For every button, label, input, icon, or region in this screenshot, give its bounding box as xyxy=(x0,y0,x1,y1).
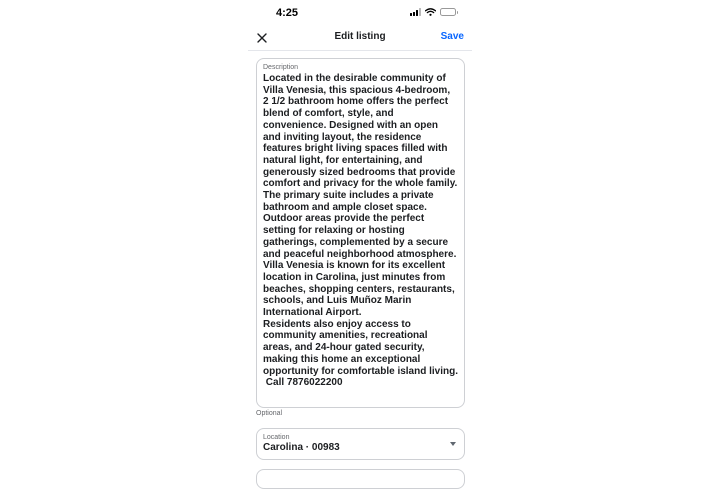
optional-label: Optional xyxy=(256,410,283,417)
chevron-down-icon xyxy=(450,442,456,446)
description-text[interactable]: Located in the desirable community of Villa Venesia, this spacious 4-bedroom, 2 1/2 bathroom home offers the perfect blend of comfort, style, and convenience. Designed with an open and inviting layout, the residence features bright living spaces filled with natural light, for entertaining, and generously sized bedrooms that provide comfort and privacy for the whole family. The primary suite includes a private bathroom and ample closet space. Outdoor areas provide the perfect setting for relaxing or hosting gatherings, complemented by a secure and peaceful neighborhood atmosphere. Villa Venesia is known for its excellent location in Carolina, just minutes from beaches, shopping centers, restaurants, schools, and Luis Muñoz Marin International Airport. Residents also enjoy access to community amenities, recreational areas, and 24-hour gated security, making this home an exceptional opportunity for comfortable island living. Call 7876022200 xyxy=(263,73,459,389)
status-bar xyxy=(248,0,472,28)
save-button[interactable]: Save xyxy=(440,31,464,42)
status-icons xyxy=(410,8,456,16)
location-value: Carolina · 00983 xyxy=(263,442,340,453)
cellular-signal-icon xyxy=(410,8,421,16)
navbar xyxy=(248,28,472,51)
battery-charging-icon xyxy=(440,8,456,16)
status-time: 4:25 xyxy=(276,7,299,19)
location-select[interactable] xyxy=(256,428,465,460)
location-label: Location xyxy=(263,434,290,441)
next-field[interactable] xyxy=(256,469,465,489)
phone-screen xyxy=(248,0,472,480)
description-field[interactable] xyxy=(256,58,465,408)
wifi-icon xyxy=(425,8,436,16)
page-title: Edit listing xyxy=(334,31,386,42)
description-label: Description xyxy=(263,64,299,71)
